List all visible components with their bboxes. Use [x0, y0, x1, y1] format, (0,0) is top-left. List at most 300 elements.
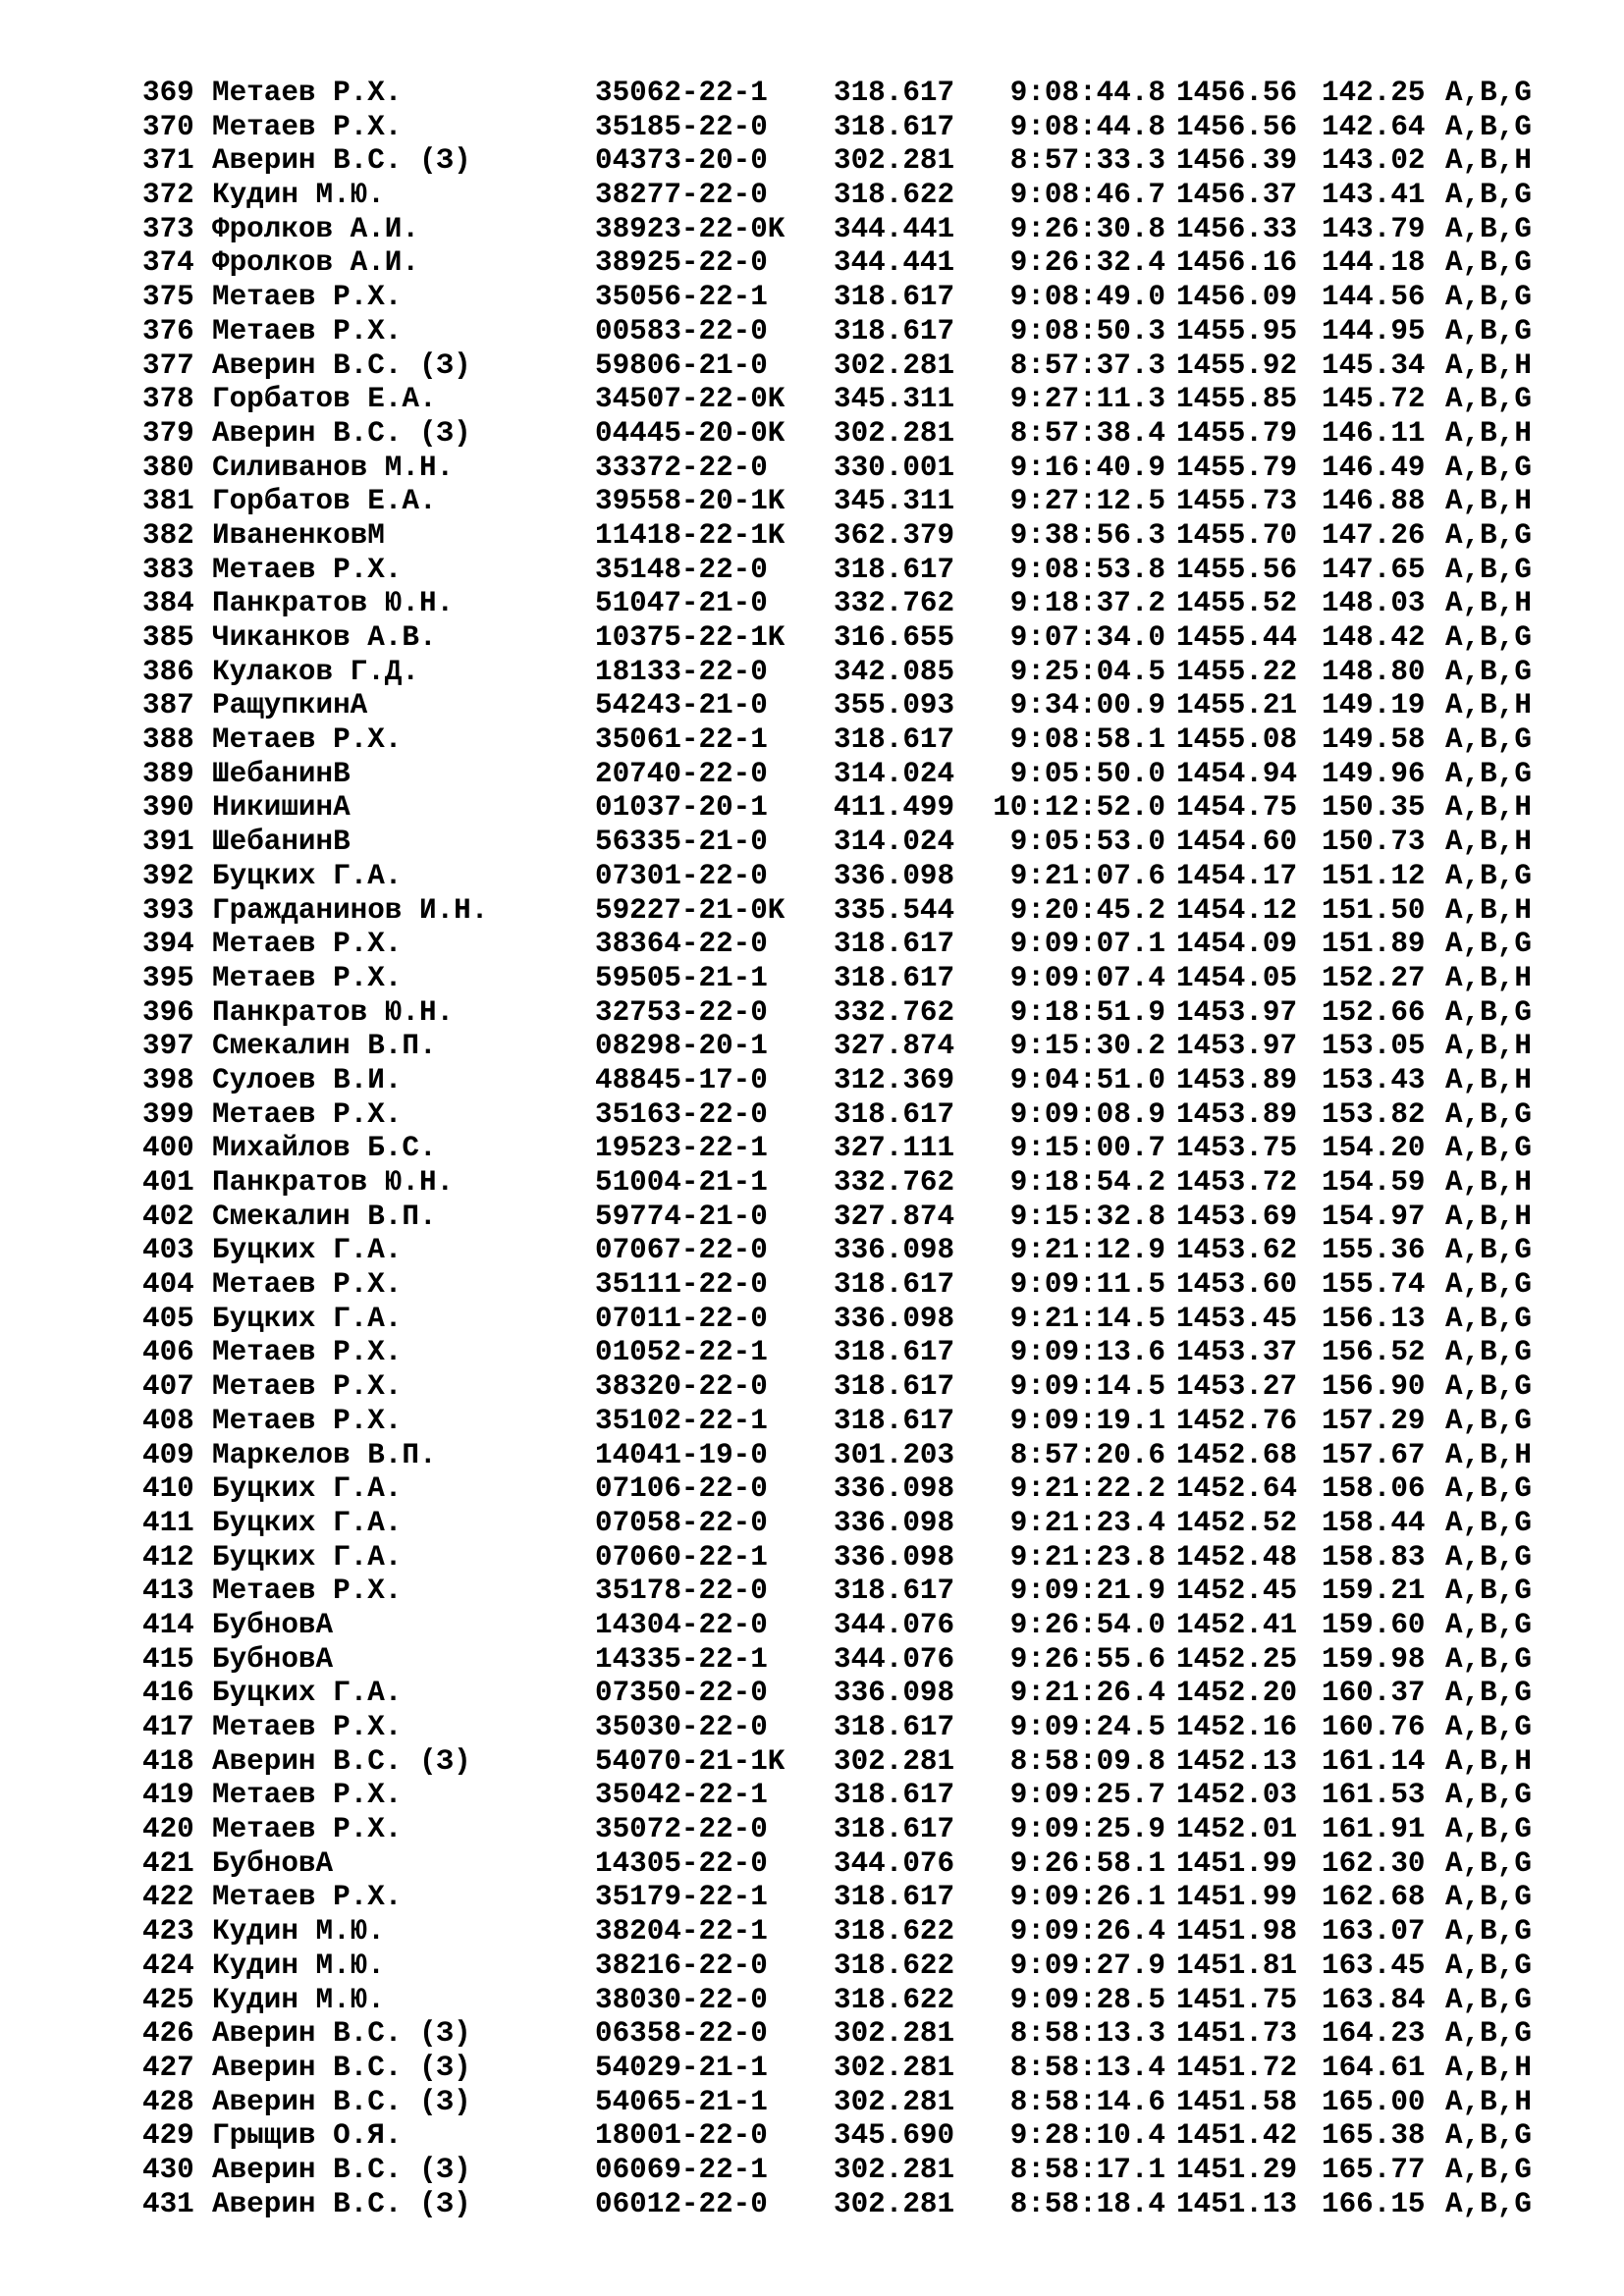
- points: 156.90: [1322, 1370, 1426, 1404]
- distance: 345.311: [834, 383, 955, 416]
- distance: 336.098: [834, 859, 955, 892]
- place-number: 389: [142, 757, 194, 790]
- ring-number: 38923-22-0K: [595, 212, 785, 245]
- fancier-name: Панкратов Ю.Н.: [212, 995, 455, 1029]
- fancier-name: Метаев Р.Х.: [212, 961, 403, 994]
- arrival-time: 9:15:00.7: [1009, 1132, 1165, 1165]
- speed: 1452.76: [1176, 1404, 1298, 1437]
- arrival-time: 9:18:51.9: [1009, 995, 1165, 1029]
- points: 150.35: [1322, 791, 1426, 825]
- category-flags: A,B,G: [1445, 2017, 1532, 2051]
- category-flags: A,B,G: [1445, 1132, 1532, 1165]
- distance: 362.379: [834, 518, 955, 552]
- category-flags: A,B,G: [1445, 553, 1532, 586]
- fancier-name: Метаев Р.Х.: [212, 723, 403, 757]
- distance: 302.281: [834, 1744, 955, 1778]
- points: 166.15: [1322, 2187, 1426, 2220]
- fancier-name: Сулоев В.И.: [212, 1063, 403, 1096]
- place-number: 394: [142, 928, 194, 961]
- fancier-name: Кудин М.Ю.: [212, 1983, 385, 2016]
- distance: 327.874: [834, 1200, 955, 1233]
- arrival-time: 9:09:11.5: [1009, 1268, 1165, 1302]
- distance: 336.098: [834, 1540, 955, 1574]
- place-number: 431: [142, 2187, 194, 2220]
- points: 148.80: [1322, 655, 1426, 688]
- points: 151.12: [1322, 859, 1426, 892]
- speed: 1453.97: [1176, 995, 1298, 1029]
- speed: 1453.97: [1176, 1030, 1298, 1063]
- points: 152.66: [1322, 995, 1426, 1029]
- ring-number: 18133-22-0: [595, 655, 768, 688]
- distance: 318.622: [834, 1915, 955, 1949]
- speed: 1455.70: [1176, 518, 1298, 552]
- place-number: 426: [142, 2017, 194, 2051]
- distance: 342.085: [834, 655, 955, 688]
- place-number: 407: [142, 1370, 194, 1404]
- points: 153.05: [1322, 1030, 1426, 1063]
- points: 144.95: [1322, 314, 1426, 347]
- points: 165.00: [1322, 2085, 1426, 2118]
- speed: 1456.56: [1176, 110, 1298, 143]
- arrival-time: 9:04:51.0: [1009, 1063, 1165, 1096]
- speed: 1455.79: [1176, 416, 1298, 450]
- arrival-time: 9:08:53.8: [1009, 553, 1165, 586]
- category-flags: A,B,H: [1445, 1166, 1532, 1199]
- speed: 1453.37: [1176, 1336, 1298, 1369]
- ring-number: 35072-22-0: [595, 1813, 768, 1846]
- fancier-name: Силиванов М.Н.: [212, 451, 455, 484]
- ring-number: 04373-20-0: [595, 144, 768, 178]
- distance: 344.441: [834, 212, 955, 245]
- speed: 1452.25: [1176, 1642, 1298, 1676]
- arrival-time: 9:26:32.4: [1009, 246, 1165, 280]
- arrival-time: 9:18:54.2: [1009, 1166, 1165, 1199]
- fancier-name: Аверин В.С. (З): [212, 2085, 471, 2118]
- place-number: 374: [142, 246, 194, 280]
- arrival-time: 9:08:44.8: [1009, 77, 1165, 109]
- ring-number: 38925-22-0: [595, 246, 768, 280]
- arrival-time: 9:08:50.3: [1009, 314, 1165, 347]
- speed: 1456.16: [1176, 246, 1298, 280]
- distance: 330.001: [834, 451, 955, 484]
- category-flags: A,B,G: [1445, 723, 1532, 757]
- category-flags: A,B,G: [1445, 1268, 1532, 1302]
- place-number: 418: [142, 1744, 194, 1778]
- fancier-name: Метаев Р.Х.: [212, 1813, 403, 1846]
- category-flags: A,B,G: [1445, 2153, 1532, 2186]
- speed: 1451.99: [1176, 1846, 1298, 1880]
- place-number: 423: [142, 1915, 194, 1949]
- fancier-name: Михайлов Б.С.: [212, 1132, 437, 1165]
- category-flags: A,B,H: [1445, 1438, 1532, 1471]
- speed: 1453.69: [1176, 1200, 1298, 1233]
- category-flags: A,B,G: [1445, 1915, 1532, 1949]
- fancier-name: НикишинА: [212, 791, 351, 825]
- distance: 345.690: [834, 2119, 955, 2153]
- arrival-time: 9:09:25.9: [1009, 1813, 1165, 1846]
- distance: 318.617: [834, 928, 955, 961]
- distance: 344.076: [834, 1608, 955, 1641]
- speed: 1456.39: [1176, 144, 1298, 178]
- distance: 318.617: [834, 314, 955, 347]
- points: 162.68: [1322, 1881, 1426, 1914]
- place-number: 401: [142, 1166, 194, 1199]
- distance: 318.617: [834, 1336, 955, 1369]
- category-flags: A,B,G: [1445, 1506, 1532, 1539]
- distance: 332.762: [834, 995, 955, 1029]
- distance: 344.076: [834, 1846, 955, 1880]
- distance: 355.093: [834, 689, 955, 722]
- fancier-name: Метаев Р.Х.: [212, 314, 403, 347]
- arrival-time: 9:09:14.5: [1009, 1370, 1165, 1404]
- category-flags: A,B,G: [1445, 1983, 1532, 2016]
- points: 161.14: [1322, 1744, 1426, 1778]
- category-flags: A,B,G: [1445, 518, 1532, 552]
- distance: 302.281: [834, 144, 955, 178]
- distance: 318.617: [834, 77, 955, 109]
- category-flags: A,B,G: [1445, 1813, 1532, 1846]
- arrival-time: 9:08:44.8: [1009, 110, 1165, 143]
- arrival-time: 9:28:10.4: [1009, 2119, 1165, 2153]
- ring-number: 34507-22-0K: [595, 383, 785, 416]
- ring-number: 32753-22-0: [595, 995, 768, 1029]
- fancier-name: Буцких Г.А.: [212, 1302, 403, 1335]
- speed: 1456.56: [1176, 77, 1298, 109]
- category-flags: A,B,G: [1445, 1234, 1532, 1267]
- speed: 1452.68: [1176, 1438, 1298, 1471]
- speed: 1454.05: [1176, 961, 1298, 994]
- place-number: 428: [142, 2085, 194, 2118]
- place-number: 396: [142, 995, 194, 1029]
- ring-number: 01037-20-1: [595, 791, 768, 825]
- points: 151.50: [1322, 893, 1426, 927]
- place-number: 375: [142, 281, 194, 314]
- ring-number: 18001-22-0: [595, 2119, 768, 2153]
- arrival-time: 9:08:49.0: [1009, 281, 1165, 314]
- points: 149.96: [1322, 757, 1426, 790]
- speed: 1452.52: [1176, 1506, 1298, 1539]
- speed: 1454.75: [1176, 791, 1298, 825]
- distance: 336.098: [834, 1677, 955, 1710]
- fancier-name: Метаев Р.Х.: [212, 1881, 403, 1914]
- distance: 327.111: [834, 1132, 955, 1165]
- points: 143.79: [1322, 212, 1426, 245]
- fancier-name: Фролков А.И.: [212, 212, 419, 245]
- ring-number: 38030-22-0: [595, 1983, 768, 2016]
- ring-number: 33372-22-0: [595, 451, 768, 484]
- arrival-time: 9:15:32.8: [1009, 1200, 1165, 1233]
- fancier-name: Метаев Р.Х.: [212, 1370, 403, 1404]
- points: 154.59: [1322, 1166, 1426, 1199]
- speed: 1455.52: [1176, 587, 1298, 620]
- place-number: 430: [142, 2153, 194, 2186]
- category-flags: A,B,H: [1445, 587, 1532, 620]
- points: 158.44: [1322, 1506, 1426, 1539]
- ring-number: 35061-22-1: [595, 723, 768, 757]
- speed: 1456.09: [1176, 281, 1298, 314]
- arrival-time: 9:09:24.5: [1009, 1711, 1165, 1743]
- arrival-time: 9:08:58.1: [1009, 723, 1165, 757]
- speed: 1453.89: [1176, 1063, 1298, 1096]
- points: 158.06: [1322, 1472, 1426, 1506]
- ring-number: 38216-22-0: [595, 1949, 768, 1982]
- distance: 318.622: [834, 1949, 955, 1982]
- category-flags: A,B,H: [1445, 1744, 1532, 1778]
- distance: 318.617: [834, 1575, 955, 1608]
- speed: 1452.01: [1176, 1813, 1298, 1846]
- arrival-time: 9:21:23.8: [1009, 1540, 1165, 1574]
- arrival-time: 9:34:00.9: [1009, 689, 1165, 722]
- fancier-name: Метаев Р.Х.: [212, 77, 403, 109]
- ring-number: 59806-21-0: [595, 348, 768, 382]
- speed: 1452.48: [1176, 1540, 1298, 1574]
- distance: 318.617: [834, 1404, 955, 1437]
- points: 154.97: [1322, 1200, 1426, 1233]
- distance: 318.617: [834, 553, 955, 586]
- distance: 302.281: [834, 2153, 955, 2186]
- speed: 1452.20: [1176, 1677, 1298, 1710]
- points: 150.73: [1322, 826, 1426, 859]
- fancier-name: Аверин В.С. (З): [212, 416, 471, 450]
- arrival-time: 9:21:26.4: [1009, 1677, 1165, 1710]
- fancier-name: Метаев Р.Х.: [212, 1575, 403, 1608]
- category-flags: A,B,G: [1445, 1711, 1532, 1743]
- ring-number: 00583-22-0: [595, 314, 768, 347]
- ring-number: 56335-21-0: [595, 826, 768, 859]
- ring-number: 38364-22-0: [595, 928, 768, 961]
- category-flags: A,B,G: [1445, 1608, 1532, 1641]
- place-number: 400: [142, 1132, 194, 1165]
- arrival-time: 9:20:45.2: [1009, 893, 1165, 927]
- distance: 318.617: [834, 1779, 955, 1812]
- ring-number: 38204-22-1: [595, 1915, 768, 1949]
- distance: 411.499: [834, 791, 955, 825]
- arrival-time: 9:09:28.5: [1009, 1983, 1165, 2016]
- speed: 1455.44: [1176, 621, 1298, 654]
- points: 160.37: [1322, 1677, 1426, 1710]
- points: 163.45: [1322, 1949, 1426, 1982]
- ring-number: 35102-22-1: [595, 1404, 768, 1437]
- fancier-name: Метаев Р.Х.: [212, 110, 403, 143]
- speed: 1451.98: [1176, 1915, 1298, 1949]
- points: 165.77: [1322, 2153, 1426, 2186]
- fancier-name: ИваненковМ: [212, 518, 385, 552]
- distance: 332.762: [834, 1166, 955, 1199]
- arrival-time: 9:09:21.9: [1009, 1575, 1165, 1608]
- category-flags: A,B,H: [1445, 416, 1532, 450]
- fancier-name: Аверин В.С. (З): [212, 2017, 471, 2051]
- place-number: 383: [142, 553, 194, 586]
- arrival-time: 9:21:12.9: [1009, 1234, 1165, 1267]
- points: 153.43: [1322, 1063, 1426, 1096]
- fancier-name: Горбатов Е.А.: [212, 485, 437, 518]
- speed: 1451.73: [1176, 2017, 1298, 2051]
- ring-number: 51047-21-0: [595, 587, 768, 620]
- place-number: 372: [142, 179, 194, 212]
- place-number: 412: [142, 1540, 194, 1574]
- category-flags: A,B,H: [1445, 826, 1532, 859]
- place-number: 388: [142, 723, 194, 757]
- category-flags: A,B,G: [1445, 757, 1532, 790]
- distance: 314.024: [834, 757, 955, 790]
- points: 164.23: [1322, 2017, 1426, 2051]
- distance: 318.617: [834, 1268, 955, 1302]
- arrival-time: 9:05:53.0: [1009, 826, 1165, 859]
- ring-number: 35062-22-1: [595, 77, 768, 109]
- arrival-time: 9:26:58.1: [1009, 1846, 1165, 1880]
- place-number: 429: [142, 2119, 194, 2153]
- place-number: 379: [142, 416, 194, 450]
- place-number: 397: [142, 1030, 194, 1063]
- points: 149.19: [1322, 689, 1426, 722]
- arrival-time: 8:58:14.6: [1009, 2085, 1165, 2118]
- points: 156.52: [1322, 1336, 1426, 1369]
- ring-number: 06069-22-1: [595, 2153, 768, 2186]
- fancier-name: Метаев Р.Х.: [212, 1779, 403, 1812]
- distance: 344.076: [834, 1642, 955, 1676]
- speed: 1453.75: [1176, 1132, 1298, 1165]
- fancier-name: Буцких Г.А.: [212, 859, 403, 892]
- fancier-name: Чиканков А.В.: [212, 621, 437, 654]
- arrival-time: 8:58:17.1: [1009, 2153, 1165, 2186]
- points: 147.26: [1322, 518, 1426, 552]
- fancier-name: Маркелов В.П.: [212, 1438, 437, 1471]
- arrival-time: 9:07:34.0: [1009, 621, 1165, 654]
- arrival-time: 9:26:30.8: [1009, 212, 1165, 245]
- speed: 1455.92: [1176, 348, 1298, 382]
- distance: 302.281: [834, 2051, 955, 2084]
- arrival-time: 9:21:07.6: [1009, 859, 1165, 892]
- category-flags: A,B,G: [1445, 1097, 1532, 1131]
- distance: 336.098: [834, 1302, 955, 1335]
- place-number: 392: [142, 859, 194, 892]
- fancier-name: Буцких Г.А.: [212, 1472, 403, 1506]
- distance: 316.655: [834, 621, 955, 654]
- points: 160.76: [1322, 1711, 1426, 1743]
- fancier-name: Буцких Г.А.: [212, 1540, 403, 1574]
- fancier-name: Аверин В.С. (З): [212, 2187, 471, 2220]
- arrival-time: 9:38:56.3: [1009, 518, 1165, 552]
- category-flags: A,B,G: [1445, 179, 1532, 212]
- fancier-name: Кулаков Г.Д.: [212, 655, 419, 688]
- points: 152.27: [1322, 961, 1426, 994]
- distance: 318.617: [834, 961, 955, 994]
- place-number: 380: [142, 451, 194, 484]
- category-flags: A,B,H: [1445, 144, 1532, 178]
- speed: 1451.29: [1176, 2153, 1298, 2186]
- place-number: 378: [142, 383, 194, 416]
- distance: 318.617: [834, 723, 955, 757]
- place-number: 424: [142, 1949, 194, 1982]
- ring-number: 10375-22-1K: [595, 621, 785, 654]
- ring-number: 35042-22-1: [595, 1779, 768, 1812]
- points: 146.11: [1322, 416, 1426, 450]
- ring-number: 06012-22-0: [595, 2187, 768, 2220]
- category-flags: A,B,G: [1445, 1881, 1532, 1914]
- ring-number: 35163-22-0: [595, 1097, 768, 1131]
- speed: 1452.16: [1176, 1711, 1298, 1743]
- ring-number: 07011-22-0: [595, 1302, 768, 1335]
- ring-number: 54065-21-1: [595, 2085, 768, 2118]
- ring-number: 19523-22-1: [595, 1132, 768, 1165]
- place-number: 395: [142, 961, 194, 994]
- speed: 1453.45: [1176, 1302, 1298, 1335]
- arrival-time: 9:09:13.6: [1009, 1336, 1165, 1369]
- speed: 1451.13: [1176, 2187, 1298, 2220]
- speed: 1454.09: [1176, 928, 1298, 961]
- fancier-name: Метаев Р.Х.: [212, 1097, 403, 1131]
- arrival-time: 8:58:09.8: [1009, 1744, 1165, 1778]
- speed: 1451.72: [1176, 2051, 1298, 2084]
- fancier-name: Метаев Р.Х.: [212, 1336, 403, 1369]
- fancier-name: Горбатов Е.А.: [212, 383, 437, 416]
- arrival-time: 9:16:40.9: [1009, 451, 1165, 484]
- speed: 1455.56: [1176, 553, 1298, 586]
- place-number: 387: [142, 689, 194, 722]
- ring-number: 38320-22-0: [595, 1370, 768, 1404]
- arrival-time: 8:57:33.3: [1009, 144, 1165, 178]
- arrival-time: 9:09:08.9: [1009, 1097, 1165, 1131]
- fancier-name: Метаев Р.Х.: [212, 553, 403, 586]
- place-number: 373: [142, 212, 194, 245]
- arrival-time: 9:09:27.9: [1009, 1949, 1165, 1982]
- category-flags: A,B,G: [1445, 77, 1532, 109]
- speed: 1451.81: [1176, 1949, 1298, 1982]
- speed: 1455.22: [1176, 655, 1298, 688]
- arrival-time: 9:08:46.7: [1009, 179, 1165, 212]
- distance: 318.617: [834, 1370, 955, 1404]
- distance: 301.203: [834, 1438, 955, 1471]
- points: 163.84: [1322, 1983, 1426, 2016]
- arrival-time: 9:18:37.2: [1009, 587, 1165, 620]
- fancier-name: Аверин В.С. (З): [212, 2051, 471, 2084]
- speed: 1451.42: [1176, 2119, 1298, 2153]
- category-flags: A,B,G: [1445, 1540, 1532, 1574]
- place-number: 420: [142, 1813, 194, 1846]
- ring-number: 54029-21-1: [595, 2051, 768, 2084]
- speed: 1455.73: [1176, 485, 1298, 518]
- category-flags: A,B,G: [1445, 451, 1532, 484]
- fancier-name: БубновА: [212, 1846, 334, 1880]
- ring-number: 51004-21-1: [595, 1166, 768, 1199]
- distance: 302.281: [834, 2017, 955, 2051]
- place-number: 422: [142, 1881, 194, 1914]
- ring-number: 35185-22-0: [595, 110, 768, 143]
- place-number: 381: [142, 485, 194, 518]
- fancier-name: Грыщив О.Я.: [212, 2119, 403, 2153]
- arrival-time: 9:27:12.5: [1009, 485, 1165, 518]
- category-flags: A,B,H: [1445, 1030, 1532, 1063]
- fancier-name: Метаев Р.Х.: [212, 1268, 403, 1302]
- points: 153.82: [1322, 1097, 1426, 1131]
- category-flags: A,B,H: [1445, 893, 1532, 927]
- category-flags: A,B,H: [1445, 1200, 1532, 1233]
- category-flags: A,B,G: [1445, 928, 1532, 961]
- place-number: 405: [142, 1302, 194, 1335]
- arrival-time: 8:57:38.4: [1009, 416, 1165, 450]
- arrival-time: 9:09:19.1: [1009, 1404, 1165, 1437]
- category-flags: A,B,G: [1445, 655, 1532, 688]
- fancier-name: Кудин М.Ю.: [212, 1949, 385, 1982]
- points: 146.49: [1322, 451, 1426, 484]
- place-number: 386: [142, 655, 194, 688]
- place-number: 411: [142, 1506, 194, 1539]
- points: 145.34: [1322, 348, 1426, 382]
- arrival-time: 9:27:11.3: [1009, 383, 1165, 416]
- place-number: 391: [142, 826, 194, 859]
- points: 157.67: [1322, 1438, 1426, 1471]
- speed: 1455.79: [1176, 451, 1298, 484]
